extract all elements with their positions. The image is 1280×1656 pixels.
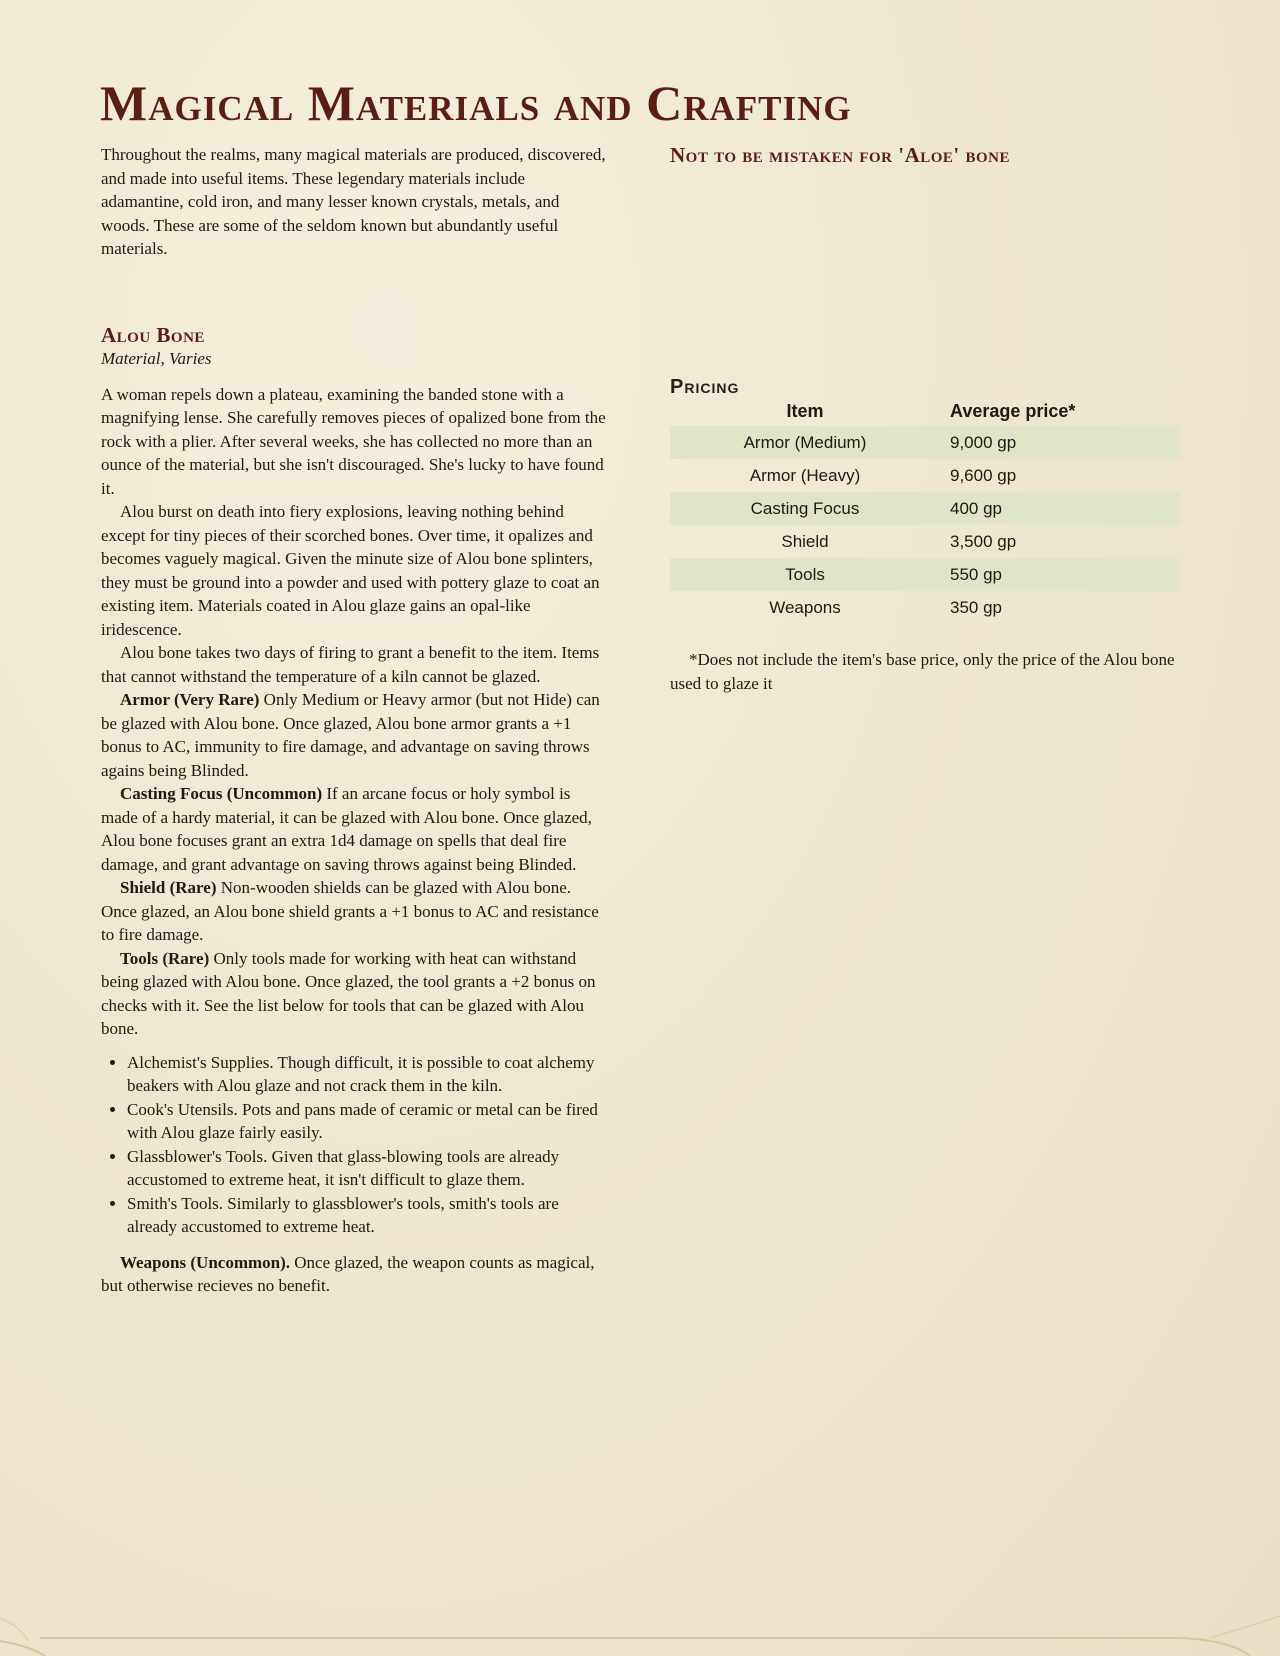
table-cell-price: 3,500 gp xyxy=(950,531,1017,551)
note-heading: Not to be mistaken for 'Aloe' bone xyxy=(670,143,1010,167)
weapons-text: Once glazed, the weapon counts as magical, but otherwise recieves no benefit. xyxy=(101,1252,595,1295)
table-cell-item: Shield xyxy=(781,531,829,551)
table-cell-item: Weapons xyxy=(769,597,841,617)
table-cell-price: 9,000 gp xyxy=(940,426,1180,459)
table-footnote: *Does not include the item's base price, only the price of the Alou bone used to glaze it xyxy=(670,650,1175,693)
column-header-item: Item xyxy=(786,401,824,421)
table-cell-price: 9,600 gp xyxy=(950,465,1017,485)
right-column xyxy=(670,143,1180,695)
table-row xyxy=(670,558,1180,591)
table-cell-price: 400 gp xyxy=(940,492,1180,525)
tools-paragraph xyxy=(101,947,609,1041)
table-cell-price: 350 gp xyxy=(950,597,1002,617)
left-column xyxy=(101,143,609,1298)
section-subtitle: Material, Varies xyxy=(101,348,212,368)
pricing-table xyxy=(670,399,1180,624)
column-header-price: Average price* xyxy=(950,401,1076,421)
table-cell-item: Armor (Heavy) xyxy=(749,465,861,485)
shield-label: Shield (Rare) xyxy=(120,878,217,897)
table-cell-item: Casting Focus xyxy=(670,492,940,525)
pricing-heading: Pricing xyxy=(670,376,740,398)
table-row xyxy=(670,492,1180,525)
paragraph-2: Alou burst on death into fiery explosions, leaving nothing behind except for tiny pieces of their scorched bones. Over time, it opalizes and becomes vaguely magical. Given the minute size of Alou bone splinters, they must be ground into a powder and used with pottery glaze to coat an existing item. Materials coated in Alou glaze gains an opal-like iridescence. xyxy=(101,502,600,639)
focus-paragraph xyxy=(101,782,609,876)
armor-text: Only Medium or Heavy armor (but not Hide) can be glazed with Alou bone. Once glazed, Alou bone armor grants a +1 bonus to AC, immunity to fire damage, and advantage on saving throws agains being Blinded. xyxy=(101,690,600,780)
table-cell-item: Armor (Medium) xyxy=(670,426,940,459)
page-border-ornament xyxy=(0,1596,1280,1656)
list-item: • Glassblower's Tools. Given that glass-blowing tools are already accustomed to extreme heat, it isn't difficult to glaze them. xyxy=(127,1145,609,1192)
tools-label: Tools (Rare) xyxy=(120,948,210,968)
shield-paragraph xyxy=(101,876,609,947)
list-item: • Cook's Utensils. Pots and pans made of ceramic or metal can be fired with Alou glaze fairly easily. xyxy=(127,1098,609,1145)
tools-text: Only tools made for working with heat can withstand being glazed with Alou bone. Once glazed, the tool grants a +2 bonus on checks with it. See the list below for tools that can be glazed with Alou bone. xyxy=(101,948,596,1038)
table-row xyxy=(670,459,1180,492)
tools-list xyxy=(101,1051,609,1239)
paragraph-1: A woman repels down a plateau, examining the banded stone with a magnifying lense. She carefully removes pieces of opalized bone from the rock with a plier. After several weeks, she has collected no more than an ounce of the material, but she isn't discouraged. She's lucky to have found it. xyxy=(101,384,606,498)
armor-paragraph xyxy=(101,688,609,782)
focus-text: If an arcane focus or holy symbol is made of a hardy material, it can be glazed with Alou bone. Once glazed, Alou bone focuses grant an extra 1d4 damage on spells that deal fire damage, and grant advantage on saving throws against being Blinded. xyxy=(101,784,592,874)
weapons-paragraph xyxy=(101,1251,609,1298)
table-row xyxy=(670,525,1180,558)
section-heading: Alou Bone xyxy=(101,322,205,347)
weapons-label: Weapons (Uncommon). xyxy=(120,1252,291,1272)
page-title: Magical Materials and Crafting xyxy=(100,75,852,131)
table-cell-item: Tools xyxy=(670,558,940,591)
table-cell-price: 550 gp xyxy=(940,558,1180,591)
list-item: • Alchemist's Supplies. Though difficult, it is possible to coat alchemy beakers with Alou glaze and not crack them in the kiln. xyxy=(127,1051,609,1098)
armor-label: Armor (Very Rare) xyxy=(120,690,260,709)
paragraph-3: Alou bone takes two days of firing to grant a benefit to the item. Items that cannot withstand the temperature of a kiln cannot be glazed. xyxy=(101,643,600,686)
table-row xyxy=(670,591,1180,624)
shield-text: Non-wooden shields can be glazed with Alou bone. Once glazed, an Alou bone shield grants a +1 bonus to AC and resistance to fire damage. xyxy=(101,878,599,944)
intro-paragraph: Throughout the realms, many magical materials are produced, discovered, and made into useful items. These legendary materials include adamantine, cold iron, and many lesser known crystals, metals, and woods. These are some of the seldom known but abundantly useful materials. xyxy=(101,145,606,258)
list-item: • Smith's Tools. Similarly to glassblower's tools, smith's tools are already accustomed to extreme heat. xyxy=(127,1192,609,1239)
table-header-row xyxy=(670,399,1180,426)
table-row xyxy=(670,426,1180,459)
focus-label: Casting Focus (Uncommon) xyxy=(120,784,323,803)
